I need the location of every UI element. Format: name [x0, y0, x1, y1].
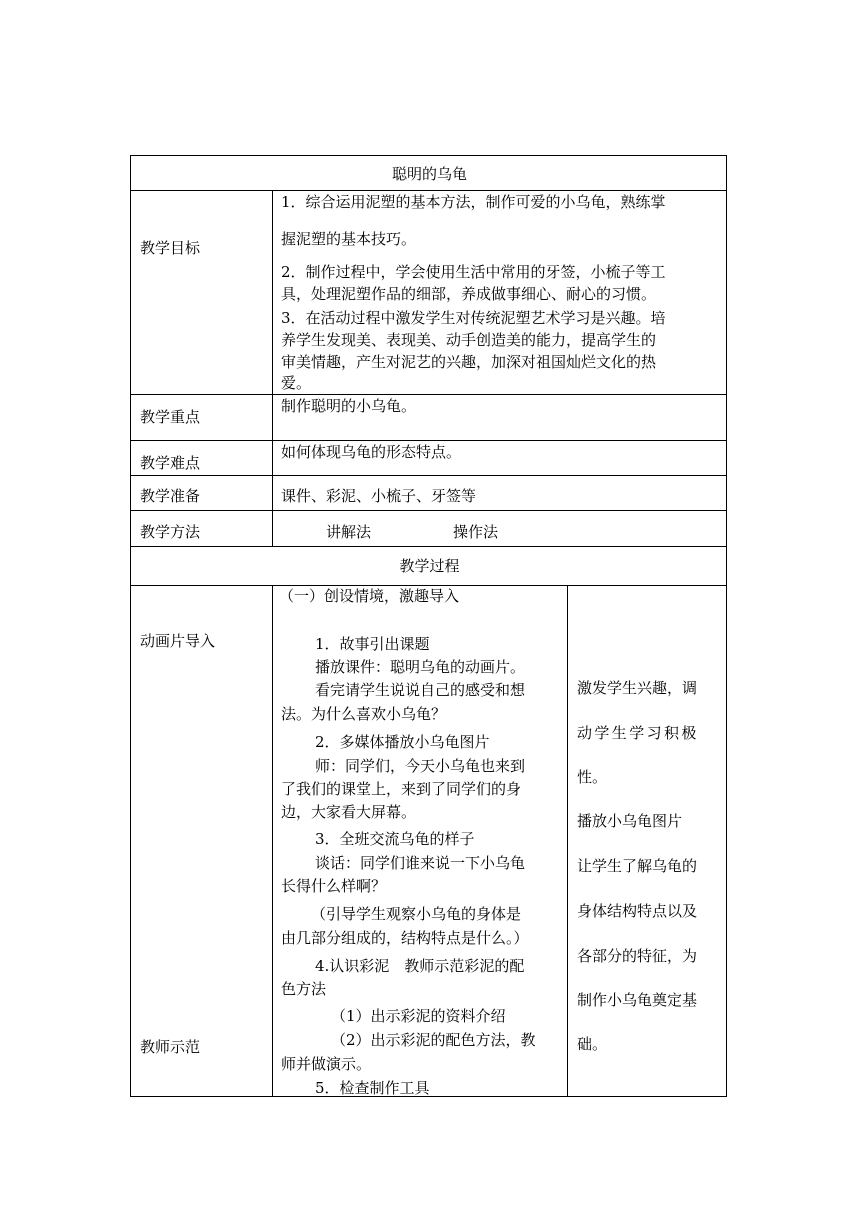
process-line: 1．故事引出课题	[315, 635, 430, 653]
process-line: （1）出示彩泥的资料介绍	[331, 1007, 506, 1025]
key-point-label: 教学重点	[140, 408, 201, 426]
method-label: 教学方法	[140, 523, 201, 541]
process-line: （2）出示彩泥的配色方法，教	[331, 1031, 536, 1049]
method-value-2: 操作法	[453, 523, 499, 541]
process-line: 色方法	[281, 980, 327, 998]
process-line: （引导学生观察小乌龟的身体是	[311, 905, 522, 923]
method-value-1: 讲解法	[326, 523, 372, 541]
goals-line: 养学生发现美、表现美、动手创造美的能力，提高学生的	[281, 331, 657, 349]
process-line: 看完请学生说说自己的感受和想	[315, 681, 526, 699]
column-divider	[567, 585, 568, 1097]
goals-line: 3．在活动过程中激发学生对传统泥塑艺术学习是兴趣。培	[281, 309, 666, 327]
preparation-value: 课件、彩泥、小梳子、牙签等	[281, 487, 477, 505]
process-line: 谈话：同学们谁来说一下小乌龟	[315, 854, 526, 872]
process-line: 由几部分组成的，结构特点是什么。）	[281, 929, 529, 947]
process-line: 师：同学们，今天小乌龟也来到	[315, 757, 526, 775]
goals-line: 1．综合运用泥塑的基本方法，制作可爱的小乌龟，熟练掌	[281, 193, 666, 211]
row-divider	[131, 510, 726, 511]
column-divider	[272, 585, 273, 1097]
note-line: 激发学生兴趣，调	[577, 679, 698, 697]
stage-label: 教师示范	[140, 1038, 201, 1056]
row-divider	[131, 475, 726, 476]
process-line: 了我们的课堂上，来到了同学们的身	[281, 780, 522, 798]
lesson-title: 聪明的乌龟	[391, 165, 467, 183]
process-line: 播放课件：聪明乌龟的动画片。	[315, 658, 526, 676]
goals-line: 具，处理泥塑作品的细部，养成做事细心、耐心的习惯。	[281, 285, 657, 303]
note-line: 础。	[577, 1035, 608, 1053]
process-heading: 教学过程	[399, 557, 460, 575]
row-divider	[131, 440, 726, 441]
process-line: 法。为什么喜欢小乌龟？	[281, 705, 447, 723]
goals-line: 审美情趣，产生对泥艺的兴趣，加深对祖国灿烂文化的热	[281, 353, 657, 371]
goals-line: 握泥塑的基本技巧。	[281, 230, 417, 248]
key-point-value: 制作聪明的小乌龟。	[281, 397, 417, 415]
process-line: 2．多媒体播放小乌龟图片	[315, 733, 490, 751]
row-divider	[131, 394, 726, 395]
note-line: 制作小乌龟奠定基	[577, 991, 698, 1009]
stage-label: 动画片导入	[140, 632, 216, 650]
difficulty-label: 教学难点	[140, 454, 201, 472]
process-line: 边，大家看大屏幕。	[281, 803, 417, 821]
process-line: 长得什么样啊？	[281, 877, 387, 895]
note-line: 各部分的特征，为	[577, 947, 698, 965]
process-line: 师并做演示。	[281, 1055, 372, 1073]
goals-line: 2．制作过程中，学会使用生活中常用的牙签，小梳子等工	[281, 263, 666, 281]
column-divider	[272, 190, 273, 546]
process-line: 5．检查制作工具	[315, 1079, 430, 1097]
note-line: 播放小乌龟图片	[577, 812, 683, 830]
preparation-label: 教学准备	[140, 487, 201, 505]
goals-label: 教学目标	[140, 239, 201, 257]
lesson-plan-table	[130, 155, 727, 1097]
goals-line: 爱。	[281, 374, 312, 392]
row-divider	[131, 190, 726, 191]
process-line: 3．全班交流乌龟的样子	[315, 830, 475, 848]
note-line: 动学生学习积极	[577, 724, 699, 742]
row-divider	[131, 546, 726, 547]
difficulty-value: 如何体现乌龟的形态特点。	[281, 443, 462, 461]
note-line: 性。	[577, 768, 608, 786]
process-line: （一）创设情境，激趣导入	[279, 587, 460, 605]
note-line: 身体结构特点以及	[577, 902, 698, 920]
note-line: 让学生了解乌龟的	[577, 857, 698, 875]
process-line: 4.认识彩泥 教师示范彩泥的配	[315, 957, 525, 975]
